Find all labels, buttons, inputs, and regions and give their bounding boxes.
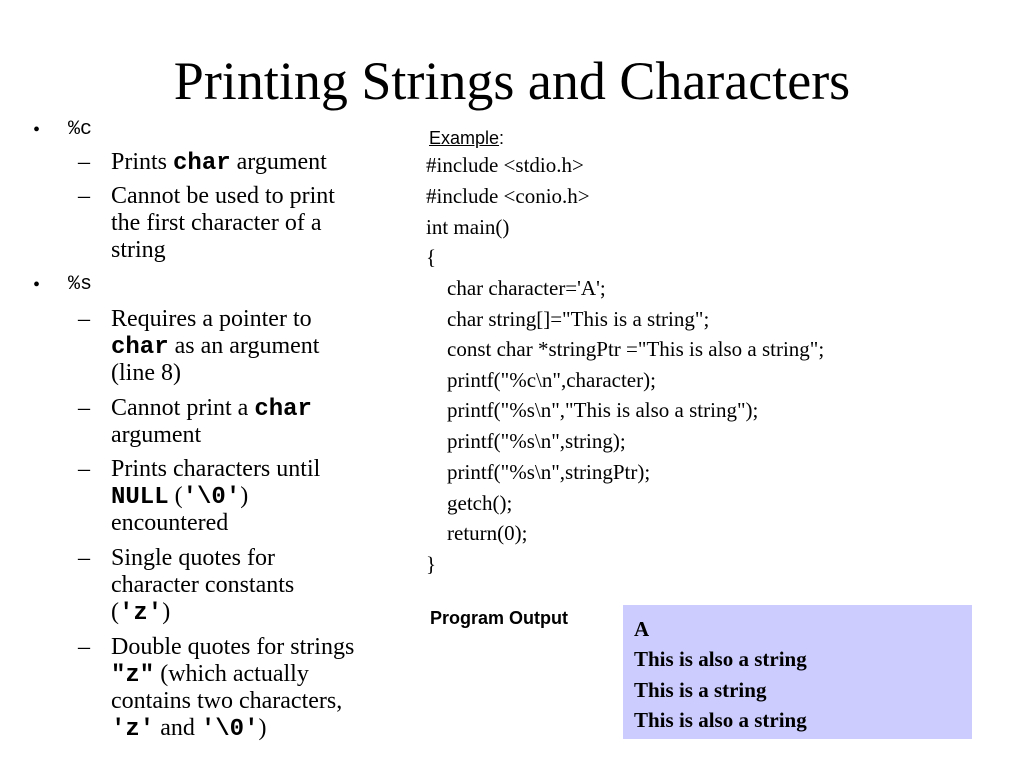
sub-text: the first character of a bbox=[111, 210, 322, 236]
dash-marker: – bbox=[78, 306, 90, 332]
output-line: A bbox=[634, 617, 650, 641]
sub-text: as an argument bbox=[168, 333, 320, 359]
output-line: This is also a string bbox=[634, 647, 807, 671]
sub-text: Cannot be used to print bbox=[111, 183, 335, 209]
bullet-c-label: %c bbox=[68, 118, 93, 141]
sub-text: Prints bbox=[111, 149, 174, 175]
code-keyword: '\0' bbox=[182, 484, 241, 511]
code-line: const char *stringPtr ="This is also a string"; bbox=[426, 337, 825, 361]
code-keyword: '\0' bbox=[200, 716, 259, 743]
sub-text: encountered bbox=[111, 510, 229, 536]
dash-marker: – bbox=[78, 149, 90, 175]
output-line: This is also a string bbox=[634, 708, 807, 732]
code-line: return(0); bbox=[426, 521, 528, 545]
program-output-label: Program Output bbox=[430, 608, 568, 628]
sub-text: ( bbox=[111, 599, 119, 625]
dash-marker: – bbox=[78, 183, 90, 209]
dash-marker: – bbox=[78, 395, 90, 421]
code-line: printf("%c\n",character); bbox=[426, 368, 656, 392]
sub-text: Cannot print a bbox=[111, 395, 255, 421]
code-keyword: char bbox=[173, 150, 231, 177]
sub-text: ) bbox=[258, 715, 267, 741]
sub-text: Double quotes for strings bbox=[111, 634, 355, 660]
sub-text: Single quotes for bbox=[111, 545, 275, 571]
code-keyword: 'z' bbox=[119, 600, 163, 627]
code-line: int main() bbox=[426, 215, 510, 239]
sub-text: string bbox=[111, 237, 166, 263]
sub-text: character constants bbox=[111, 572, 295, 598]
sub-text: and bbox=[154, 715, 201, 741]
code-line: getch(); bbox=[426, 491, 513, 515]
sub-text: (line 8) bbox=[111, 360, 181, 386]
code-line: char string[]="This is a string"; bbox=[426, 307, 710, 331]
code-line: } bbox=[426, 552, 437, 576]
code-line: #include <stdio.h> bbox=[426, 153, 584, 177]
code-keyword: char bbox=[111, 334, 169, 361]
sub-text: argument bbox=[111, 422, 202, 448]
code-keyword: char bbox=[254, 396, 312, 423]
sub-text: Requires a pointer to bbox=[111, 306, 312, 332]
dash-marker: – bbox=[78, 634, 90, 660]
sub-text: (which actually bbox=[154, 661, 309, 687]
code-line: { bbox=[426, 245, 437, 269]
code-keyword: 'z' bbox=[111, 716, 155, 743]
sub-text: ) bbox=[162, 599, 171, 625]
bullet-s-label: %s bbox=[68, 273, 93, 296]
sub-text: argument bbox=[230, 149, 327, 175]
sub-text: ( bbox=[168, 483, 183, 509]
code-keyword: "z" bbox=[111, 662, 155, 689]
dash-marker: – bbox=[78, 545, 90, 571]
bullet-marker: • bbox=[33, 119, 41, 141]
sub-text: Prints characters until bbox=[111, 456, 321, 482]
example-label bbox=[429, 126, 504, 150]
program-output-box bbox=[623, 605, 972, 739]
sub-text: contains two characters, bbox=[111, 688, 343, 714]
example-label-colon: : bbox=[499, 128, 505, 148]
example-label-text: Example bbox=[429, 128, 500, 148]
slide-title: Printing Strings and Characters bbox=[173, 51, 851, 111]
sub-text: ) bbox=[240, 483, 249, 509]
dash-marker: – bbox=[78, 456, 90, 482]
code-line: printf("%s\n",stringPtr); bbox=[426, 460, 651, 484]
code-line: char character='A'; bbox=[426, 276, 606, 300]
output-line: This is a string bbox=[634, 678, 767, 702]
code-keyword: NULL bbox=[111, 484, 169, 511]
code-line: printf("%s\n","This is also a string"); bbox=[426, 398, 759, 422]
bullet-marker: • bbox=[33, 274, 41, 296]
code-line: #include <conio.h> bbox=[426, 184, 590, 208]
code-line: printf("%s\n",string); bbox=[426, 429, 626, 453]
